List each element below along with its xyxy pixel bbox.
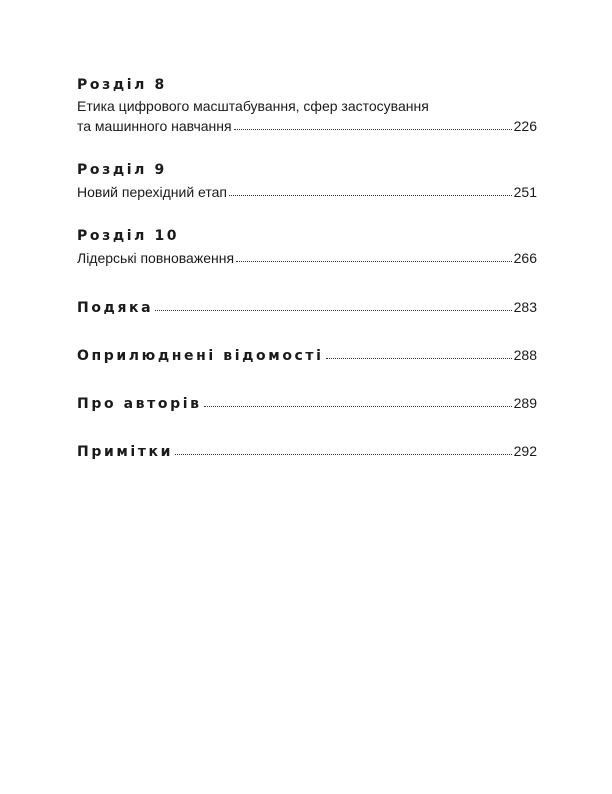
chapter-10-title: Лідерські повноваження <box>77 250 235 266</box>
about-authors-page-number: 289 <box>513 395 537 411</box>
chapter-8-title-line1: Етика цифрового масштабування, сфер застосування <box>77 98 429 114</box>
toc-entry-acknowledgements[interactable] <box>77 298 537 317</box>
chapter-10-page-number: 266 <box>513 250 537 266</box>
toc-entry-chapter-9[interactable] <box>77 183 537 201</box>
dot-leader <box>236 253 512 263</box>
chapter-9-page-number: 251 <box>513 184 537 200</box>
notes-page-number: 292 <box>513 443 537 459</box>
toc-entry-notes[interactable] <box>77 442 537 461</box>
published-info-title: Оприлюднені відомості <box>77 348 324 364</box>
notes-title: Примітки <box>77 444 174 460</box>
chapter-10-heading: Розділ 10 <box>77 228 180 244</box>
dot-leader <box>204 398 512 408</box>
toc-entry-chapter-8[interactable] <box>77 117 537 135</box>
chapter-8-heading: Розділ 8 <box>77 77 167 93</box>
about-authors-title: Про авторів <box>77 396 202 412</box>
chapter-9-title: Новий перехідний етап <box>77 184 227 200</box>
acknowledgements-page-number: 283 <box>513 299 537 315</box>
chapter-8-title-line2: та машинного навчання <box>77 118 232 134</box>
chapter-9-heading: Розділ 9 <box>77 162 167 178</box>
toc-entry-chapter-10[interactable] <box>77 249 537 267</box>
dot-leader <box>326 350 512 360</box>
toc-entry-about-authors[interactable] <box>77 394 537 413</box>
toc-entry-published-info[interactable] <box>77 346 537 365</box>
dot-leader <box>234 121 512 131</box>
published-info-page-number: 288 <box>513 347 537 363</box>
dot-leader <box>229 187 512 197</box>
dot-leader <box>175 446 512 456</box>
acknowledgements-title: Подяка <box>77 300 154 316</box>
chapter-8-page-number: 226 <box>513 118 537 134</box>
dot-leader <box>155 302 511 312</box>
